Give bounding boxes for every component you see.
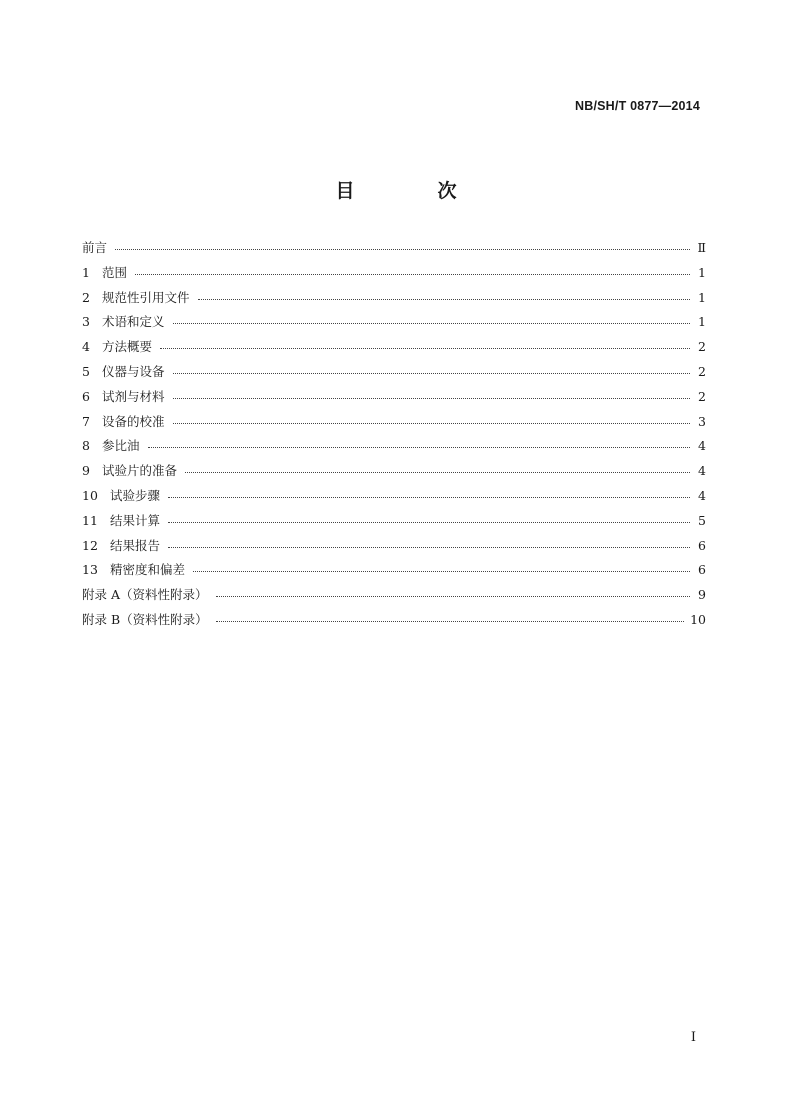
page-number: Ⅰ [690, 1030, 696, 1045]
toc-dot-leader [148, 447, 690, 448]
toc-entry[interactable] [82, 312, 706, 337]
toc-entry-page: 3 [698, 413, 706, 429]
toc-entry-number: 7 [82, 413, 90, 429]
toc-entry[interactable] [82, 511, 706, 536]
toc-entry-page: 4 [698, 463, 706, 479]
toc-dot-leader [115, 249, 690, 250]
toc-entry-number: 2 [82, 289, 90, 305]
toc-entry[interactable] [82, 412, 706, 437]
toc-entry[interactable] [82, 362, 706, 387]
toc-entry-page: 6 [698, 537, 706, 553]
toc-dot-leader [173, 398, 690, 399]
toc-entry-page: 4 [698, 487, 706, 503]
toc-entry-label: 仪器与设备 [102, 363, 165, 379]
toc-entry[interactable] [82, 536, 706, 561]
toc-entry-page: Ⅱ [697, 240, 706, 255]
toc-entry[interactable] [82, 238, 706, 263]
toc-entry-label: 精密度和偏差 [110, 562, 186, 578]
toc-dot-leader [135, 274, 690, 275]
toc-entry-label: 范围 [102, 264, 128, 280]
toc-entry-number: 8 [82, 438, 90, 454]
toc-entry-page: 10 [690, 611, 706, 627]
toc-dot-leader [173, 423, 690, 424]
toc-entry-number: 9 [82, 463, 90, 479]
toc-dot-leader [173, 323, 690, 324]
toc-dot-leader [185, 472, 690, 473]
toc-dot-leader [168, 522, 690, 523]
toc-entry[interactable] [82, 461, 706, 486]
toc-entry-number: 12 [82, 537, 98, 553]
toc-entry-page: 4 [698, 438, 706, 454]
toc-entry-label: 前言 [82, 240, 108, 255]
toc-entry-page: 2 [698, 388, 706, 404]
toc-dot-leader [160, 348, 690, 349]
toc-entry-page: 1 [698, 264, 706, 280]
toc-dot-leader [198, 299, 690, 300]
toc-entry[interactable] [82, 610, 706, 635]
toc-entry-page: 9 [698, 587, 706, 603]
toc-entry-label: 附录 A（资料性附录） [82, 587, 208, 603]
table-of-contents [82, 238, 706, 635]
toc-entry-number: 5 [82, 363, 90, 379]
toc-entry[interactable] [82, 337, 706, 362]
toc-entry-page: 2 [698, 363, 706, 379]
toc-entry-label: 附录 B（资料性附录） [82, 611, 208, 627]
toc-entry-number: 3 [82, 314, 90, 330]
toc-entry-label: 方法概要 [102, 339, 153, 355]
toc-entry-page: 6 [698, 562, 706, 578]
toc-entry-label: 试剂与材料 [102, 388, 165, 404]
toc-entry-label: 结果报告 [110, 537, 161, 553]
toc-entry[interactable] [82, 436, 706, 461]
toc-entry-label: 规范性引用文件 [102, 289, 190, 305]
toc-entry[interactable] [82, 560, 706, 585]
toc-entry-page: 1 [698, 314, 706, 330]
toc-dot-leader [173, 373, 690, 374]
page-title: 目 次 [335, 180, 489, 202]
toc-dot-leader [168, 497, 690, 498]
toc-dot-leader [216, 621, 684, 622]
toc-entry-label: 结果计算 [110, 512, 161, 528]
toc-entry-number: 6 [82, 388, 90, 404]
toc-entry[interactable] [82, 486, 706, 511]
standard-code: NB/SH/T 0877—2014 [575, 99, 700, 113]
toc-entry-label: 设备的校准 [102, 413, 165, 429]
toc-entry-label: 试验步骤 [110, 487, 161, 503]
toc-entry[interactable] [82, 387, 706, 412]
toc-entry-label: 试验片的准备 [102, 463, 178, 479]
toc-entry-number: 10 [82, 487, 98, 503]
toc-entry-number: 1 [82, 264, 90, 280]
toc-dot-leader [193, 571, 690, 572]
toc-entry[interactable] [82, 263, 706, 288]
toc-entry-label: 参比油 [102, 438, 140, 454]
toc-entry-page: 2 [698, 339, 706, 355]
toc-entry-number: 4 [82, 339, 90, 355]
toc-entry-page: 1 [698, 289, 706, 305]
toc-entry[interactable] [82, 288, 706, 313]
toc-dot-leader [168, 547, 690, 548]
toc-entry-label: 术语和定义 [102, 314, 165, 330]
toc-dot-leader [216, 596, 690, 597]
toc-entry-number: 13 [82, 562, 98, 578]
toc-entry-page: 5 [698, 512, 706, 528]
toc-entry-number: 11 [82, 512, 98, 528]
toc-entry[interactable] [82, 585, 706, 610]
